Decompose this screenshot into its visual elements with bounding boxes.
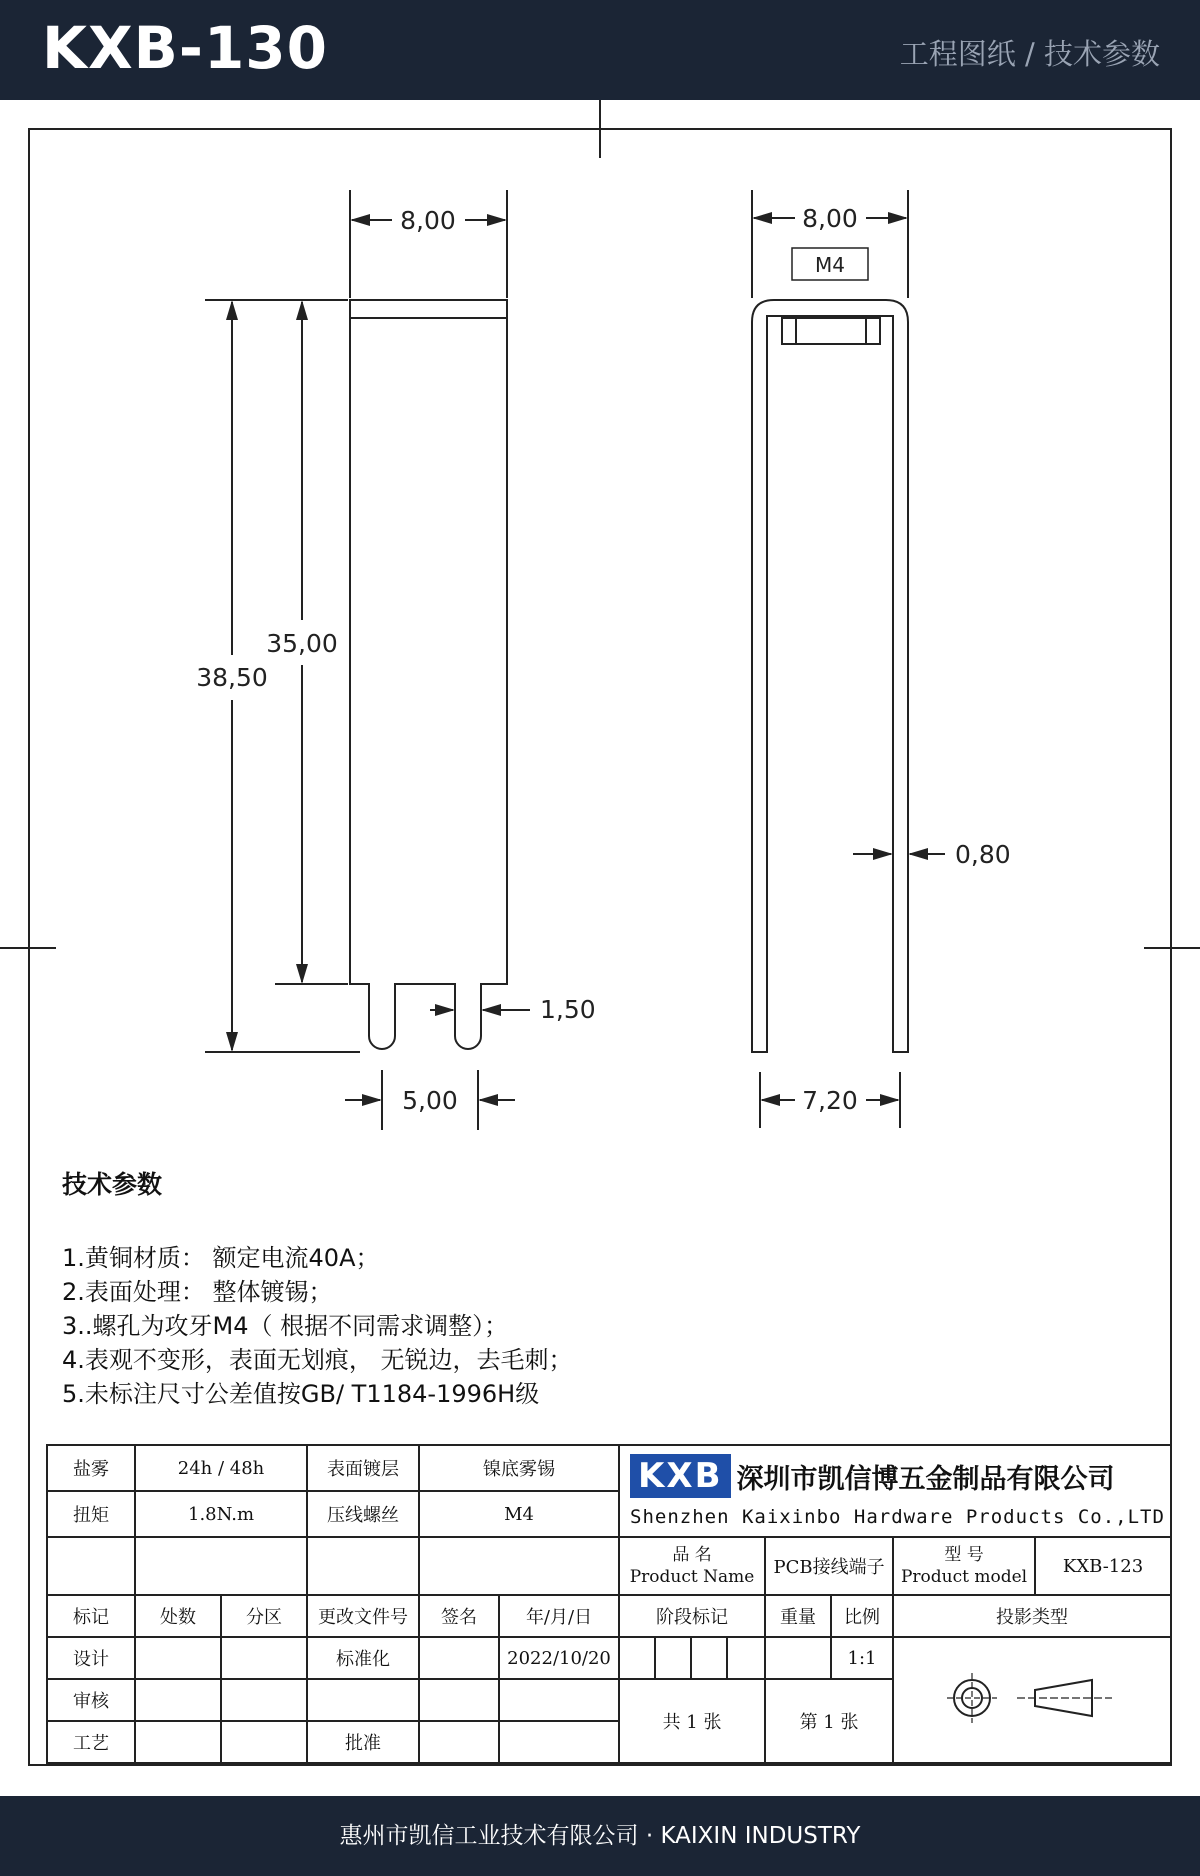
blank-cell — [135, 1537, 307, 1595]
dim-pin-width: 1,50 — [540, 995, 596, 1024]
col-stage-mark: 阶段标记 — [619, 1595, 765, 1637]
blank-cell — [499, 1679, 619, 1721]
plating-label: 表面镀层 — [307, 1445, 419, 1491]
date-value: 2022/10/20 — [499, 1637, 619, 1679]
technical-drawing — [0, 100, 1200, 1180]
page-footer: 惠州市凯信工业技术有限公司 · KAIXIN INDUSTRY — [0, 1796, 1200, 1876]
dim-body-height: 35,00 — [266, 629, 338, 658]
kxb-logo: KXB — [630, 1454, 730, 1498]
salt-spray-label: 盐雾 — [47, 1445, 135, 1491]
blank-cell — [499, 1721, 619, 1763]
front-view — [205, 190, 530, 1130]
tech-line: 3..螺孔为攻牙M4（ 根据不同需求调整）； — [62, 1312, 509, 1340]
col-count: 处数 — [135, 1595, 221, 1637]
blank-cell — [221, 1637, 307, 1679]
blank-cell — [221, 1679, 307, 1721]
blank-cell — [307, 1679, 419, 1721]
tech-line: 4.表观不变形，表面无划痕， 无锐边，去毛刺； — [62, 1346, 573, 1374]
stage-cell — [655, 1637, 691, 1679]
plating-value: 镍底雾锡 — [419, 1445, 619, 1491]
blank-cell — [135, 1721, 221, 1763]
company-name-en: Shenzhen Kaixinbo Hardware Products Co.,LTD — [630, 1506, 1165, 1528]
model-value: KXB-123 — [1035, 1537, 1171, 1595]
model-label-en: Product model — [900, 1567, 1028, 1587]
blank-cell — [135, 1637, 221, 1679]
product-name-value: PCB接线端子 — [765, 1537, 893, 1595]
first-angle-projection-icon — [917, 1658, 1147, 1738]
torque-label: 扭矩 — [47, 1491, 135, 1537]
col-sign: 签名 — [419, 1595, 499, 1637]
dim-side-width: 8,00 — [802, 204, 858, 233]
model-label-cn: 型 号 — [944, 1545, 984, 1565]
standardize-label: 标准化 — [307, 1637, 419, 1679]
screw-value: M4 — [419, 1491, 619, 1537]
thread-label: M4 — [815, 253, 845, 277]
title-block — [46, 1444, 1172, 1764]
total-sheets: 共 1 张 — [619, 1679, 765, 1763]
stage-cell — [691, 1637, 727, 1679]
col-mark: 标记 — [47, 1595, 135, 1637]
company-block — [619, 1445, 1171, 1537]
col-projection: 投影类型 — [893, 1595, 1171, 1637]
stage-cell — [727, 1637, 765, 1679]
review-label: 审核 — [47, 1679, 135, 1721]
process-label: 工艺 — [47, 1721, 135, 1763]
product-code-title: KXB-130 — [42, 14, 329, 82]
model-label — [893, 1537, 1035, 1595]
col-scale: 比例 — [831, 1595, 893, 1637]
col-weight: 重量 — [765, 1595, 831, 1637]
side-view — [752, 190, 945, 1128]
tech-line: 2.表面处理： 整体镀锡； — [62, 1278, 333, 1306]
dim-total-height: 38,50 — [196, 663, 268, 692]
col-change-doc: 更改文件号 — [307, 1595, 419, 1637]
torque-value: 1.8N.m — [135, 1491, 307, 1537]
page-header — [0, 0, 1200, 100]
tech-params — [62, 1165, 573, 1411]
dim-inner-width: 7,20 — [802, 1086, 858, 1115]
col-zone: 分区 — [221, 1595, 307, 1637]
blank-cell — [47, 1537, 135, 1595]
weight-value — [765, 1637, 831, 1679]
product-name-label — [619, 1537, 765, 1595]
col-date: 年/月/日 — [499, 1595, 619, 1637]
salt-spray-value: 24h / 48h — [135, 1445, 307, 1491]
blank-cell — [419, 1721, 499, 1763]
screw-label: 压线螺丝 — [307, 1491, 419, 1537]
tech-params-heading: 技术参数 — [62, 1170, 163, 1199]
product-name-label-cn: 品 名 — [672, 1545, 712, 1565]
blank-cell — [307, 1537, 419, 1595]
approve-label: 批准 — [307, 1721, 419, 1763]
header-subtitle: 工程图纸 / 技术参数 — [899, 37, 1160, 71]
product-name-label-en: Product Name — [629, 1567, 755, 1587]
blank-cell — [419, 1679, 499, 1721]
blank-cell — [221, 1721, 307, 1763]
tech-line: 5.未标注尺寸公差值按GB/ T1184-1996H级 — [62, 1380, 540, 1408]
sheet-number: 第 1 张 — [765, 1679, 893, 1763]
tech-line: 1.黄铜材质： 额定电流40A； — [62, 1244, 380, 1272]
stage-cell — [619, 1637, 655, 1679]
projection-symbol — [893, 1637, 1171, 1763]
scale-value: 1:1 — [831, 1637, 893, 1679]
dim-front-width: 8,00 — [400, 206, 456, 235]
company-name-cn: 深圳市凯信博五金制品有限公司 — [736, 1463, 1115, 1495]
blank-cell — [419, 1637, 499, 1679]
blank-cell — [135, 1679, 221, 1721]
blank-cell — [419, 1537, 619, 1595]
dim-thickness: 0,80 — [955, 840, 1011, 869]
design-label: 设计 — [47, 1637, 135, 1679]
dim-pin-pitch: 5,00 — [402, 1086, 458, 1115]
